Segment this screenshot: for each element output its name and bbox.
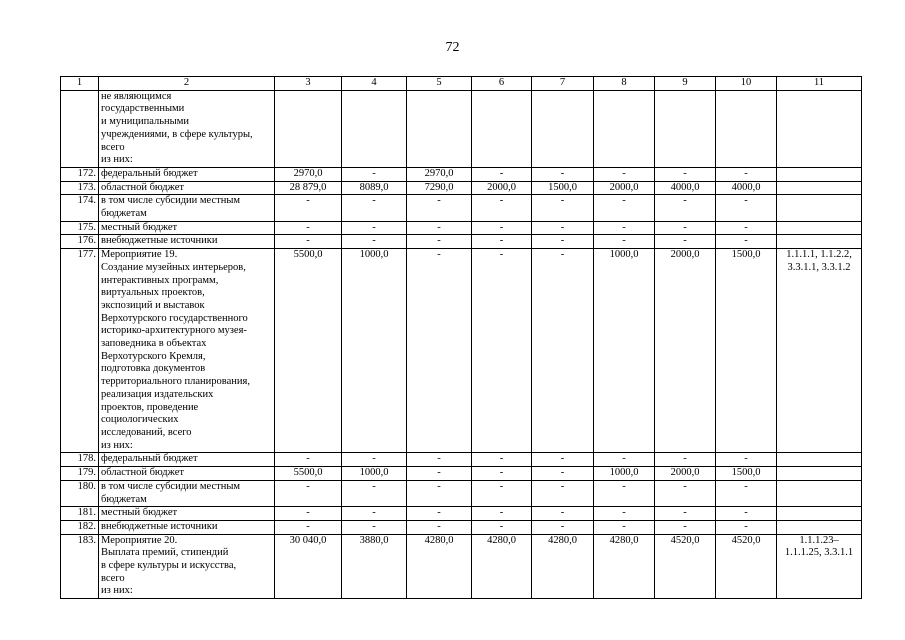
- value-cell: [655, 90, 716, 167]
- value-cell: 2000,0: [594, 181, 655, 195]
- value-cell: -: [275, 480, 342, 506]
- row-number-cell: 179.: [61, 467, 99, 481]
- description-cell: в том числе субсидии местным бюджетам: [99, 195, 275, 221]
- row-number-cell: 180.: [61, 480, 99, 506]
- value-cell: -: [532, 249, 594, 453]
- table-row: [61, 235, 862, 249]
- value-cell: -: [472, 520, 532, 534]
- value-cell: 5500,0: [275, 467, 342, 481]
- table-row: [61, 534, 862, 599]
- row-number-cell: 181.: [61, 507, 99, 521]
- table-row: [61, 480, 862, 506]
- value-cell: -: [275, 195, 342, 221]
- value-cell: [532, 90, 594, 167]
- value-cell: -: [472, 467, 532, 481]
- row-number-cell: [61, 90, 99, 167]
- value-cell: -: [655, 195, 716, 221]
- column-number-cell: 3: [275, 77, 342, 91]
- description-cell: федеральный бюджет: [99, 167, 275, 181]
- column-number-cell: 5: [407, 77, 472, 91]
- value-cell: 4280,0: [532, 534, 594, 599]
- value-cell: 4520,0: [655, 534, 716, 599]
- value-cell: -: [716, 480, 777, 506]
- target-reference-cell: 1.1.1.1, 1.1.2.2, 3.3.1.1, 3.3.1.2: [777, 249, 862, 453]
- column-number-cell: 2: [99, 77, 275, 91]
- value-cell: -: [342, 520, 407, 534]
- value-cell: [342, 90, 407, 167]
- column-number-row: [61, 77, 862, 91]
- description-cell: местный бюджет: [99, 507, 275, 521]
- description-cell: внебюджетные источники: [99, 235, 275, 249]
- table-row: [61, 167, 862, 181]
- value-cell: -: [407, 453, 472, 467]
- value-cell: -: [407, 221, 472, 235]
- value-cell: -: [472, 249, 532, 453]
- value-cell: -: [532, 221, 594, 235]
- value-cell: -: [342, 235, 407, 249]
- column-number-cell: 8: [594, 77, 655, 91]
- value-cell: -: [716, 235, 777, 249]
- value-cell: 3880,0: [342, 534, 407, 599]
- table-row: [61, 195, 862, 221]
- value-cell: -: [594, 480, 655, 506]
- description-cell: Мероприятие 19. Создание музейных интерьеров, интерактивных программ, виртуальных проектов, экспозиций и выставок Верхотурского государственного историко-архитектурного музея- заповедника в объектах Верхотурского Кремля, подготовка документов территориального планирования, реализация издательских проектов, проведение социологических исследований, всего из них:: [99, 249, 275, 453]
- table-row: [61, 181, 862, 195]
- value-cell: -: [716, 453, 777, 467]
- row-number-cell: 183.: [61, 534, 99, 599]
- target-reference-cell: [777, 453, 862, 467]
- value-cell: -: [275, 453, 342, 467]
- table-row: [61, 467, 862, 481]
- value-cell: 28 879,0: [275, 181, 342, 195]
- value-cell: [275, 90, 342, 167]
- value-cell: 2000,0: [655, 467, 716, 481]
- column-number-cell: 7: [532, 77, 594, 91]
- target-reference-cell: [777, 90, 862, 167]
- row-number-cell: 176.: [61, 235, 99, 249]
- target-reference-cell: [777, 520, 862, 534]
- target-reference-cell: [777, 507, 862, 521]
- value-cell: -: [655, 480, 716, 506]
- value-cell: -: [655, 235, 716, 249]
- value-cell: -: [594, 167, 655, 181]
- target-reference-cell: [777, 480, 862, 506]
- value-cell: 4280,0: [594, 534, 655, 599]
- value-cell: -: [716, 221, 777, 235]
- value-cell: 1000,0: [342, 467, 407, 481]
- value-cell: -: [532, 195, 594, 221]
- description-cell: местный бюджет: [99, 221, 275, 235]
- value-cell: 2970,0: [275, 167, 342, 181]
- value-cell: [594, 90, 655, 167]
- value-cell: 7290,0: [407, 181, 472, 195]
- description-cell: Мероприятие 20. Выплата премий, стипендий в сфере культуры и искусства, всего из них:: [99, 534, 275, 599]
- value-cell: -: [472, 507, 532, 521]
- value-cell: 4280,0: [472, 534, 532, 599]
- value-cell: 4000,0: [655, 181, 716, 195]
- column-number-cell: 6: [472, 77, 532, 91]
- value-cell: -: [275, 520, 342, 534]
- description-cell: в том числе субсидии местным бюджетам: [99, 480, 275, 506]
- value-cell: 2970,0: [407, 167, 472, 181]
- value-cell: -: [275, 507, 342, 521]
- value-cell: 2000,0: [472, 181, 532, 195]
- description-cell: областной бюджет: [99, 467, 275, 481]
- value-cell: -: [342, 507, 407, 521]
- value-cell: 1000,0: [342, 249, 407, 453]
- value-cell: -: [342, 480, 407, 506]
- value-cell: 1500,0: [532, 181, 594, 195]
- value-cell: -: [655, 453, 716, 467]
- value-cell: -: [716, 195, 777, 221]
- value-cell: 4000,0: [716, 181, 777, 195]
- row-number-cell: 182.: [61, 520, 99, 534]
- target-reference-cell: [777, 195, 862, 221]
- value-cell: -: [532, 480, 594, 506]
- value-cell: 5500,0: [275, 249, 342, 453]
- value-cell: 4280,0: [407, 534, 472, 599]
- value-cell: 1500,0: [716, 467, 777, 481]
- description-cell: федеральный бюджет: [99, 453, 275, 467]
- value-cell: -: [275, 235, 342, 249]
- value-cell: -: [472, 480, 532, 506]
- table-row: [61, 249, 862, 453]
- target-reference-cell: [777, 181, 862, 195]
- table-row: [61, 453, 862, 467]
- target-reference-cell: [777, 167, 862, 181]
- row-number-cell: 178.: [61, 453, 99, 467]
- value-cell: -: [655, 520, 716, 534]
- value-cell: -: [472, 221, 532, 235]
- table-row: [61, 221, 862, 235]
- value-cell: -: [407, 480, 472, 506]
- row-number-cell: 172.: [61, 167, 99, 181]
- value-cell: -: [594, 520, 655, 534]
- description-cell: областной бюджет: [99, 181, 275, 195]
- column-number-cell: 11: [777, 77, 862, 91]
- value-cell: 1000,0: [594, 467, 655, 481]
- value-cell: -: [594, 195, 655, 221]
- table-row: [61, 520, 862, 534]
- page-number: 72: [445, 40, 460, 55]
- value-cell: -: [342, 167, 407, 181]
- target-reference-cell: [777, 221, 862, 235]
- value-cell: -: [407, 235, 472, 249]
- value-cell: -: [407, 467, 472, 481]
- value-cell: -: [594, 453, 655, 467]
- value-cell: -: [472, 167, 532, 181]
- value-cell: -: [407, 507, 472, 521]
- value-cell: [472, 90, 532, 167]
- value-cell: -: [655, 221, 716, 235]
- value-cell: 30 040,0: [275, 534, 342, 599]
- value-cell: -: [655, 167, 716, 181]
- value-cell: -: [532, 507, 594, 521]
- column-number-cell: 4: [342, 77, 407, 91]
- target-reference-cell: 1.1.1.23– 1.1.1.25, 3.3.1.1: [777, 534, 862, 599]
- value-cell: -: [594, 221, 655, 235]
- value-cell: -: [342, 453, 407, 467]
- value-cell: -: [532, 467, 594, 481]
- value-cell: -: [472, 235, 532, 249]
- value-cell: 2000,0: [655, 249, 716, 453]
- value-cell: -: [407, 249, 472, 453]
- description-cell: внебюджетные источники: [99, 520, 275, 534]
- value-cell: -: [472, 453, 532, 467]
- value-cell: [407, 90, 472, 167]
- value-cell: -: [532, 167, 594, 181]
- value-cell: [716, 90, 777, 167]
- value-cell: -: [407, 195, 472, 221]
- value-cell: 4520,0: [716, 534, 777, 599]
- value-cell: -: [716, 507, 777, 521]
- target-reference-cell: [777, 235, 862, 249]
- value-cell: -: [472, 195, 532, 221]
- value-cell: -: [716, 520, 777, 534]
- value-cell: -: [594, 235, 655, 249]
- value-cell: 1000,0: [594, 249, 655, 453]
- column-number-cell: 1: [61, 77, 99, 91]
- table-row: [61, 90, 862, 167]
- value-cell: -: [275, 221, 342, 235]
- row-number-cell: 174.: [61, 195, 99, 221]
- value-cell: -: [532, 520, 594, 534]
- column-number-cell: 9: [655, 77, 716, 91]
- row-number-cell: 173.: [61, 181, 99, 195]
- value-cell: -: [532, 453, 594, 467]
- budget-table: [60, 76, 862, 599]
- row-number-cell: 177.: [61, 249, 99, 453]
- column-number-cell: 10: [716, 77, 777, 91]
- description-cell: не являющимся государственными и муниципальными учреждениями, в сфере культуры, всего из них:: [99, 90, 275, 167]
- table-body: [61, 77, 862, 599]
- value-cell: 8089,0: [342, 181, 407, 195]
- value-cell: 1500,0: [716, 249, 777, 453]
- target-reference-cell: [777, 467, 862, 481]
- row-number-cell: 175.: [61, 221, 99, 235]
- value-cell: -: [407, 520, 472, 534]
- value-cell: -: [532, 235, 594, 249]
- table-row: [61, 507, 862, 521]
- value-cell: -: [594, 507, 655, 521]
- value-cell: -: [342, 221, 407, 235]
- value-cell: -: [342, 195, 407, 221]
- value-cell: -: [716, 167, 777, 181]
- value-cell: -: [655, 507, 716, 521]
